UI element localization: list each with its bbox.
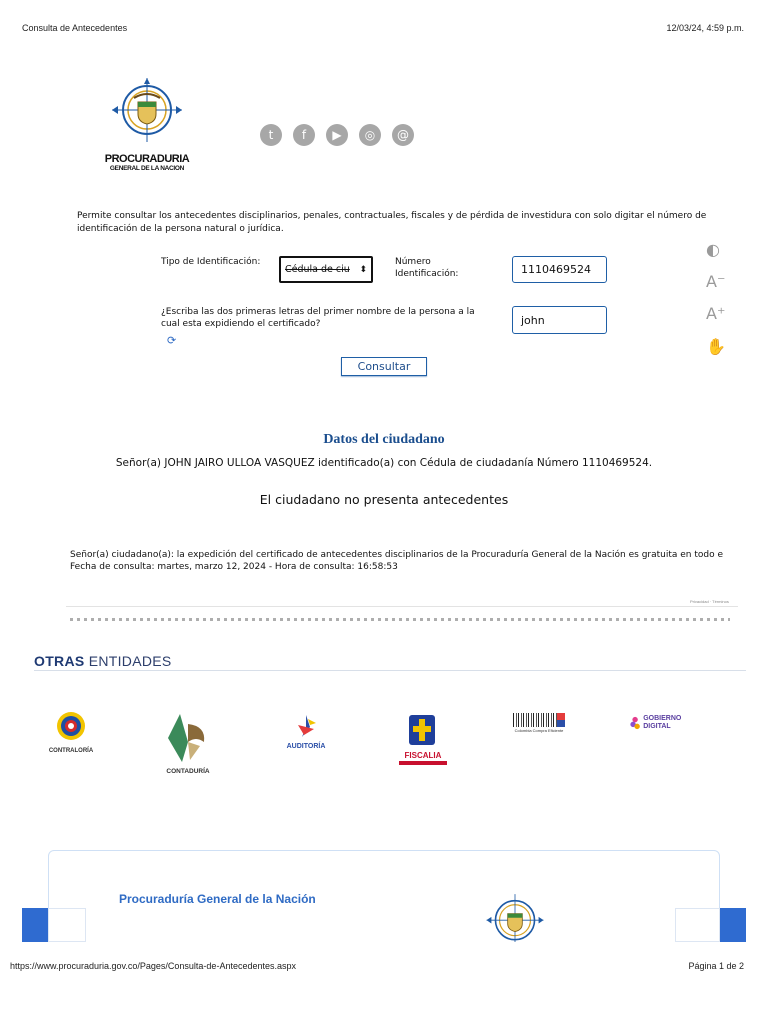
- coat-of-arms-icon: [104, 76, 190, 146]
- print-page-number: Página 1 de 2: [688, 961, 744, 971]
- otras-rest: ENTIDADES: [84, 653, 172, 669]
- youtube-icon[interactable]: ▶: [326, 124, 348, 146]
- gobierno-digital-label: GOBIERNO DIGITAL: [643, 715, 682, 730]
- facebook-icon[interactable]: f: [293, 124, 315, 146]
- partner-contraloria[interactable]: [42, 710, 100, 754]
- gobierno-digital-logo-icon: [629, 712, 641, 734]
- barcode-icon: [513, 713, 565, 727]
- partner-colombia-compra[interactable]: [513, 713, 565, 733]
- datos-ciudadano-title: Datos del ciudadano: [323, 432, 445, 447]
- recaptcha-terms[interactable]: Privacidad · Términos: [690, 599, 729, 604]
- footer-logo: [480, 886, 550, 942]
- partner-gobierno-digital[interactable]: [629, 712, 689, 734]
- instagram-icon[interactable]: ◎: [359, 124, 381, 146]
- contraloria-logo-icon: [42, 710, 100, 744]
- threads-icon[interactable]: @: [392, 124, 414, 146]
- respuesta-input[interactable]: john: [512, 306, 607, 334]
- intro-text: Permite consultar los antecedentes disciplinarios, penales, contractuales, fiscales y de pérdida de investidura con solo digitar el número de identificación de la persona natural o jurídica.: [77, 211, 707, 234]
- cut-off-text: [70, 618, 730, 621]
- fiscalia-underline: [399, 761, 447, 765]
- tipo-identificacion-value: Cédula de ciu: [285, 264, 350, 275]
- auditoria-label: AUDITORÍA: [286, 743, 326, 750]
- tipo-identificacion-select[interactable]: [279, 256, 373, 283]
- partner-contaduria[interactable]: [160, 712, 216, 775]
- footer-accent-right: [720, 908, 746, 942]
- twitter-icon[interactable]: t: [260, 124, 282, 146]
- footer-side-panel-left: [48, 908, 86, 942]
- auditoria-logo-icon: [280, 713, 332, 739]
- colombia-compra-label: Colombia Compra Eficiente: [514, 728, 564, 733]
- footer-side-panel-right: [675, 908, 720, 942]
- contaduria-logo-icon: [160, 712, 216, 764]
- logo-line1: PROCURADURIA: [104, 153, 190, 165]
- footer-coat-of-arms-icon: [480, 886, 550, 942]
- contraloria-label: CONTRALORÍA: [48, 748, 94, 754]
- divider: [66, 606, 738, 607]
- fiscalia-label: FISCALIA: [404, 751, 442, 760]
- consultar-button[interactable]: Consultar: [341, 357, 427, 376]
- font-increase-icon[interactable]: A⁺: [706, 304, 726, 323]
- print-page-title: Consulta de Antecedentes: [22, 23, 128, 33]
- social-links: [260, 124, 414, 146]
- procuraduria-logo[interactable]: [104, 76, 190, 176]
- fiscalia-logo-icon: [397, 713, 449, 747]
- sign-language-icon[interactable]: ✋: [706, 337, 726, 356]
- otras-entidades-title: [34, 653, 172, 669]
- page-cut-mask: [0, 942, 768, 1024]
- otras-divider: [34, 670, 746, 671]
- numero-identificacion-input[interactable]: 1110469524: [512, 256, 607, 283]
- status-line: El ciudadano no presenta antecedentes: [259, 492, 509, 507]
- font-decrease-icon[interactable]: A⁻: [706, 272, 726, 291]
- numero-identificacion-label: Número Identificación:: [395, 257, 459, 279]
- print-url: https://www.procuraduria.gov.co/Pages/Consulta-de-Antecedentes.aspx: [10, 961, 296, 971]
- refresh-question-icon[interactable]: ⟳: [167, 334, 177, 347]
- contaduria-label: CONTADURÍA: [166, 768, 210, 775]
- tipo-identificacion-label: Tipo de Identificación:: [161, 257, 261, 267]
- notice-line2: Fecha de consulta: martes, marzo 12, 2024 - Hora de consulta: 16:58:53: [70, 562, 398, 572]
- logo-line2: GENERAL DE LA NACION: [109, 165, 185, 172]
- pregunta-label: ¿Escriba las dos primeras letras del primer nombre de la persona a la cual esta expidiendo el certificado?: [161, 307, 475, 329]
- notice-line1: Señor(a) ciudadano(a): la expedición del certificado de antecedentes disciplinarios de la Procuraduría General de la Nación es gratuita en todo e: [70, 550, 724, 560]
- citizen-line: Señor(a) JOHN JAIRO ULLOA VASQUEZ identificado(a) con Cédula de ciudadanía Número 1110469524.: [115, 457, 653, 469]
- partner-fiscalia[interactable]: [397, 713, 449, 765]
- select-arrows-icon: ⬍: [359, 264, 367, 275]
- partner-auditoria[interactable]: [280, 713, 332, 750]
- contrast-icon[interactable]: ◐: [706, 240, 720, 259]
- otras-bold: OTRAS: [34, 653, 85, 669]
- footer-title: Procuraduría General de la Nación: [119, 892, 316, 906]
- footer-accent-left: [22, 908, 48, 942]
- print-datetime: 12/03/24, 4:59 p.m.: [666, 23, 744, 33]
